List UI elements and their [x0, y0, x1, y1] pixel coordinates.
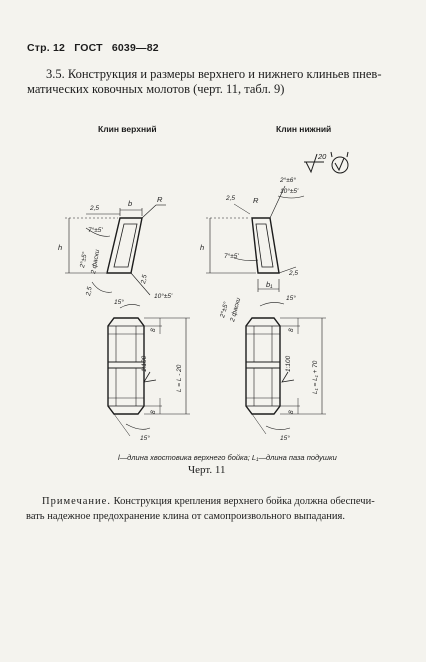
dim-L-lower: L₁ = L₁ + 70 [312, 360, 319, 394]
dim-angle-7-upper: 7°±5' [88, 227, 103, 234]
dim-15-top-lower: 15° [286, 295, 296, 302]
dim-fask-lower: 2 фаски [229, 297, 243, 323]
lower-wedge-title: Клин нижний [276, 124, 332, 134]
dim-15-bottom-upper: 15° [140, 435, 150, 442]
upper-wedge-side-view [65, 205, 166, 295]
ratio-lower: 1:100 [285, 355, 292, 372]
dim-angle-7-lower: 7°±5' [224, 253, 239, 260]
dim-8-bottom-lower: 8 [288, 410, 295, 414]
dim-angle-2-lower: 2°±5° [219, 301, 231, 319]
dim-2-5b-upper: 2,5 [85, 286, 94, 297]
dim-2-5c-upper: 2,5 [140, 274, 149, 285]
dim-angle-10-lower: 10°±5' [280, 188, 299, 195]
dim-15-top-upper: 15° [114, 299, 124, 306]
standard-label: ГОСТ [74, 42, 103, 54]
dim-b1-lower: b₁ [266, 280, 273, 289]
page-number: Стр. 12 [27, 42, 66, 54]
note-paragraph [26, 494, 414, 524]
note-line-2: вать надежное предохранение клина от самопроизвольного выпадания. [26, 511, 345, 522]
upper-wedge-title: Клин верхний [98, 124, 157, 134]
dim-b-upper: b [128, 199, 133, 208]
section-line-2: матических ковочных молотов (черт. 11, табл. 9) [27, 82, 285, 96]
dim-angle-2-upper: 2°±5° [79, 251, 89, 269]
standard-number: 6039—82 [111, 42, 159, 54]
dim-2-5-upper: 2,5 [90, 205, 100, 212]
roughness-value: 20 [318, 152, 327, 161]
dim-8-top-lower: 8 [288, 328, 295, 332]
dim-angle-2b-lower: 2°±6° [280, 177, 296, 184]
dim-R-upper: R [157, 195, 163, 204]
dim-2-5b-lower: 2,5 [289, 270, 299, 277]
note-label: Примечание. [42, 496, 111, 507]
dim-h-lower: h [200, 243, 205, 252]
note-line-1: Конструкция крепления верхнего бойка должна обеспечи- [110, 496, 375, 507]
dim-h-upper: h [58, 243, 63, 252]
dim-angle-10-upper: 10°±5' [154, 293, 173, 300]
figure-caption: l—длина хвостовика верхнего бойка; L₁—длина паза подушки [118, 453, 337, 462]
dim-8-top-upper: 8 [150, 328, 157, 332]
dim-fask-upper: 2 фаски [90, 249, 102, 275]
dim-L-upper: L = L - 20 [176, 364, 183, 392]
figure-number: Черт. 11 [188, 464, 226, 476]
dim-R-lower: R [253, 196, 259, 205]
dim-15-bottom-lower: 15° [280, 435, 290, 442]
dim-8-bottom-upper: 8 [150, 410, 157, 414]
dim-2-5-lower: 2,5 [226, 195, 236, 202]
section-line-1: 3.5. Конструкция и размеры верхнего и нижнего клиньев пнев- [46, 67, 382, 81]
ratio-upper: 1:100 [141, 355, 148, 372]
